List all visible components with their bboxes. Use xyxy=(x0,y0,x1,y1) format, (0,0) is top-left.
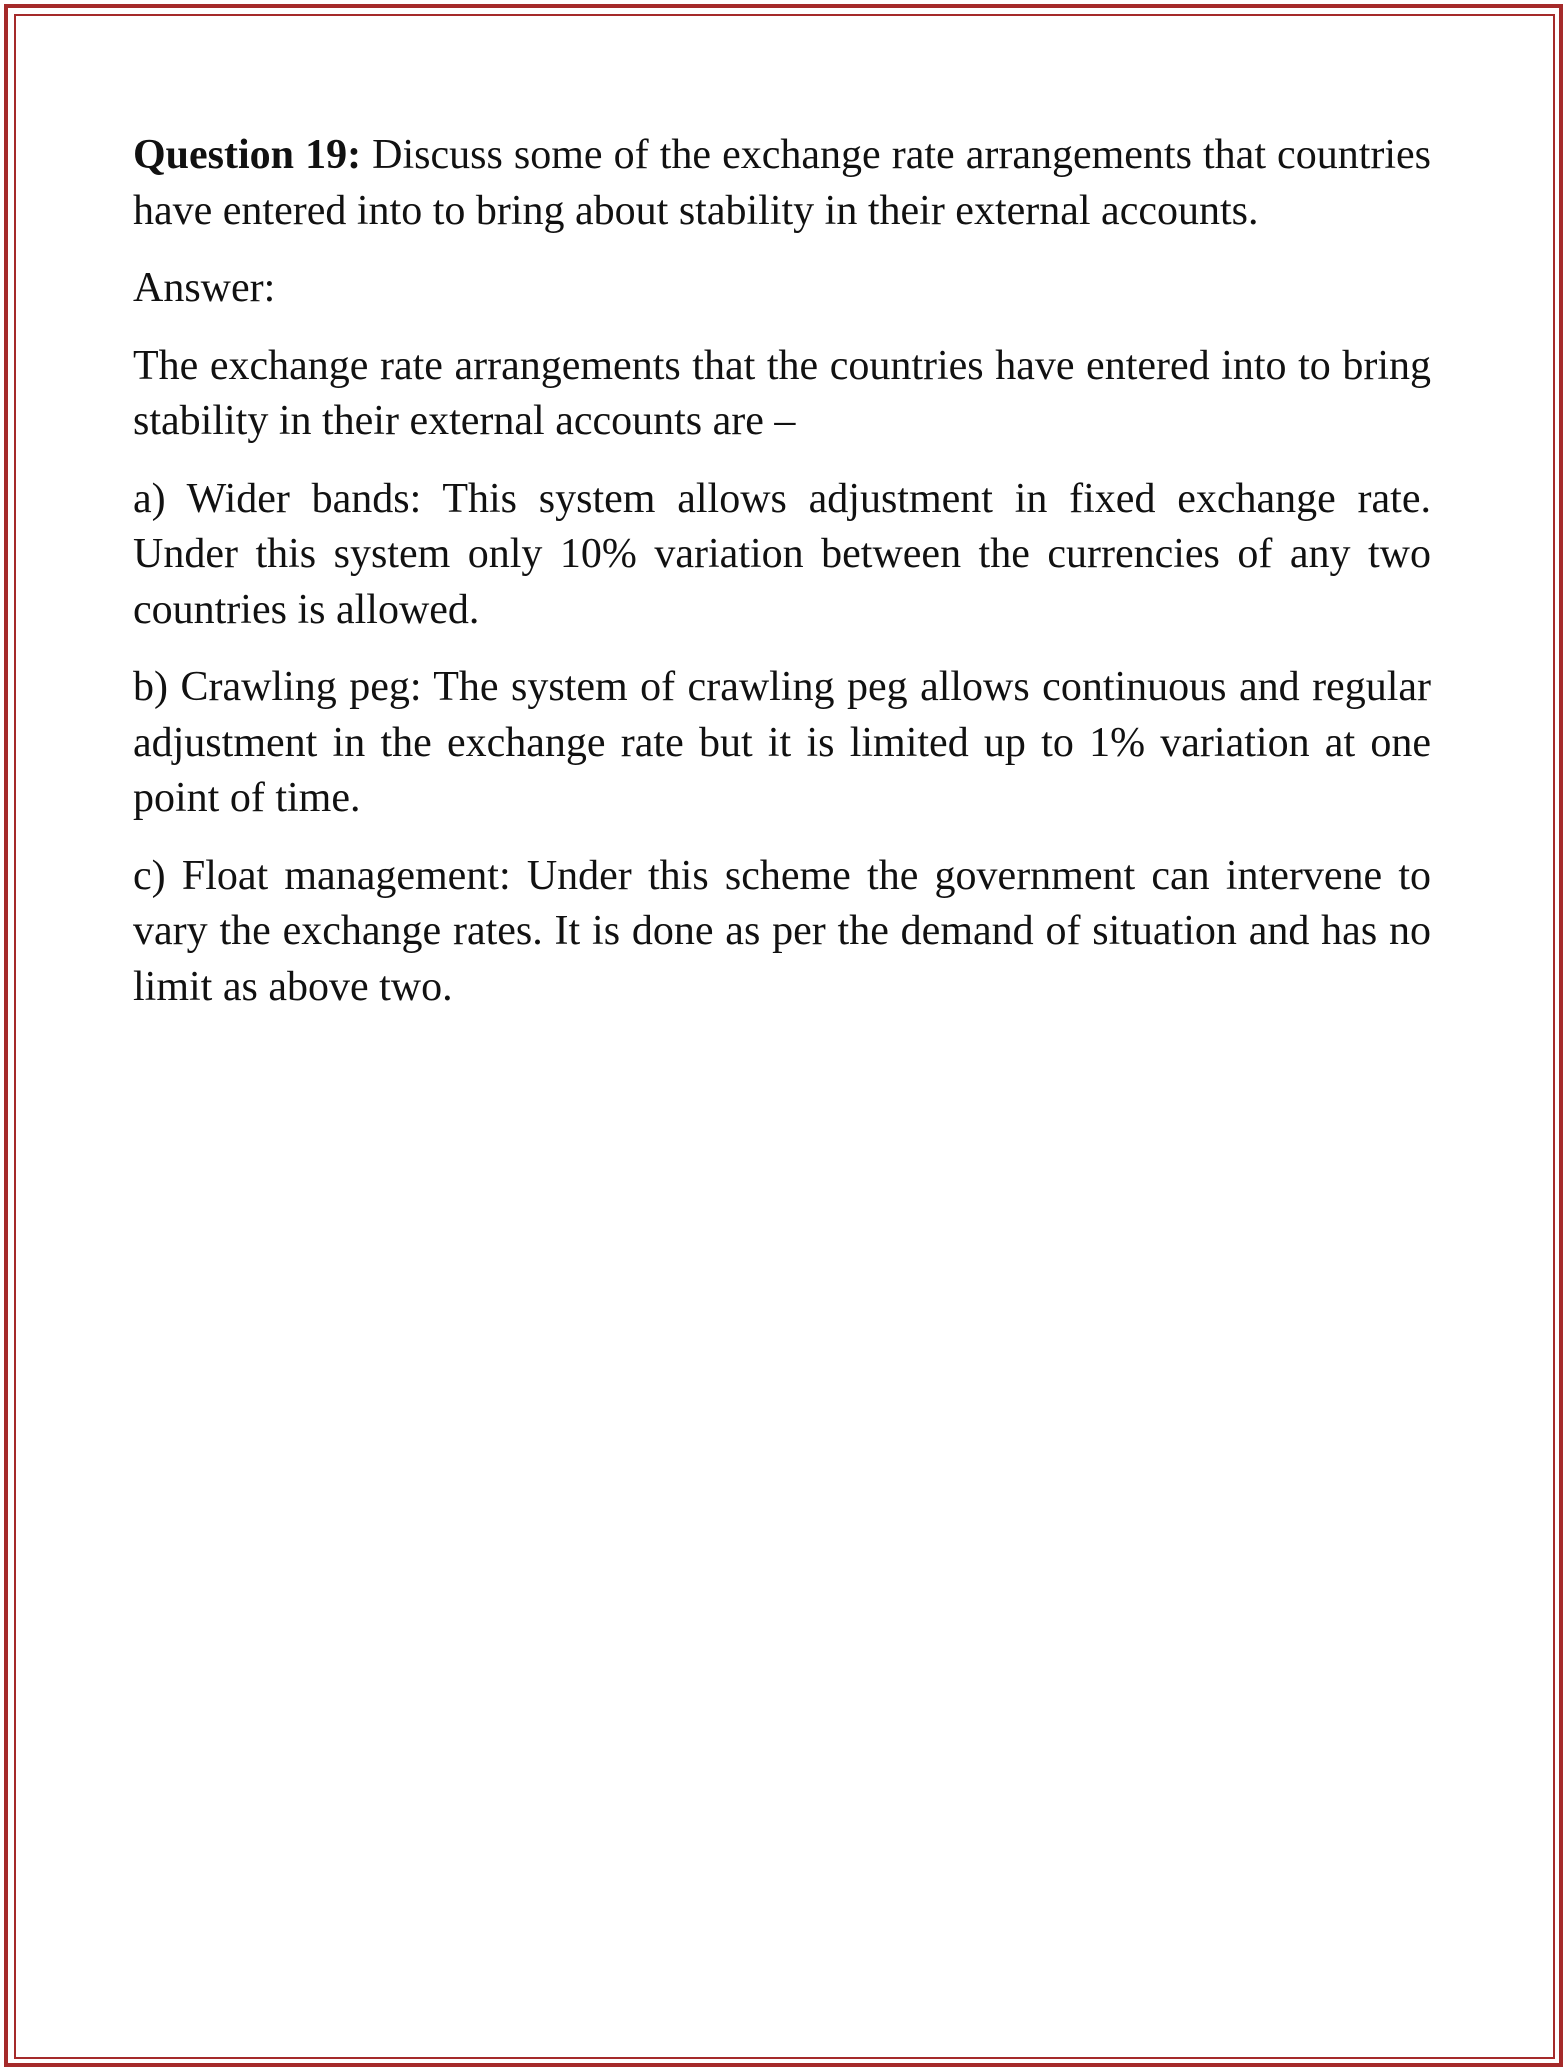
document-body xyxy=(133,128,1431,1037)
answer-point-c: c) Float management: Under this scheme the government can intervene to vary the exchange rates. It is done as per the demand of situation and has no limit as above two. xyxy=(133,852,1431,1010)
question-paragraph xyxy=(133,128,1431,239)
answer-point-a: a) Wider bands: This system allows adjustment in fixed exchange rate. Under this system only 10% variation between the currencies of any two countries is allowed. xyxy=(133,475,1431,633)
question-label: Question 19: xyxy=(133,132,362,178)
question-text: Discuss some of the exchange rate arrangements that countries have entered into to bring about stability in their external accounts. xyxy=(133,132,1432,234)
answer-heading: Answer: xyxy=(133,265,276,311)
answer-point-b: b) Crawling peg: The system of crawling peg allows continuous and regular adjustment in the exchange rate but it is limited up to 1% variation at one point of time. xyxy=(133,664,1431,821)
answer-intro: The exchange rate arrangements that the countries have entered into to bring stability in their external accounts are – xyxy=(133,342,1431,444)
